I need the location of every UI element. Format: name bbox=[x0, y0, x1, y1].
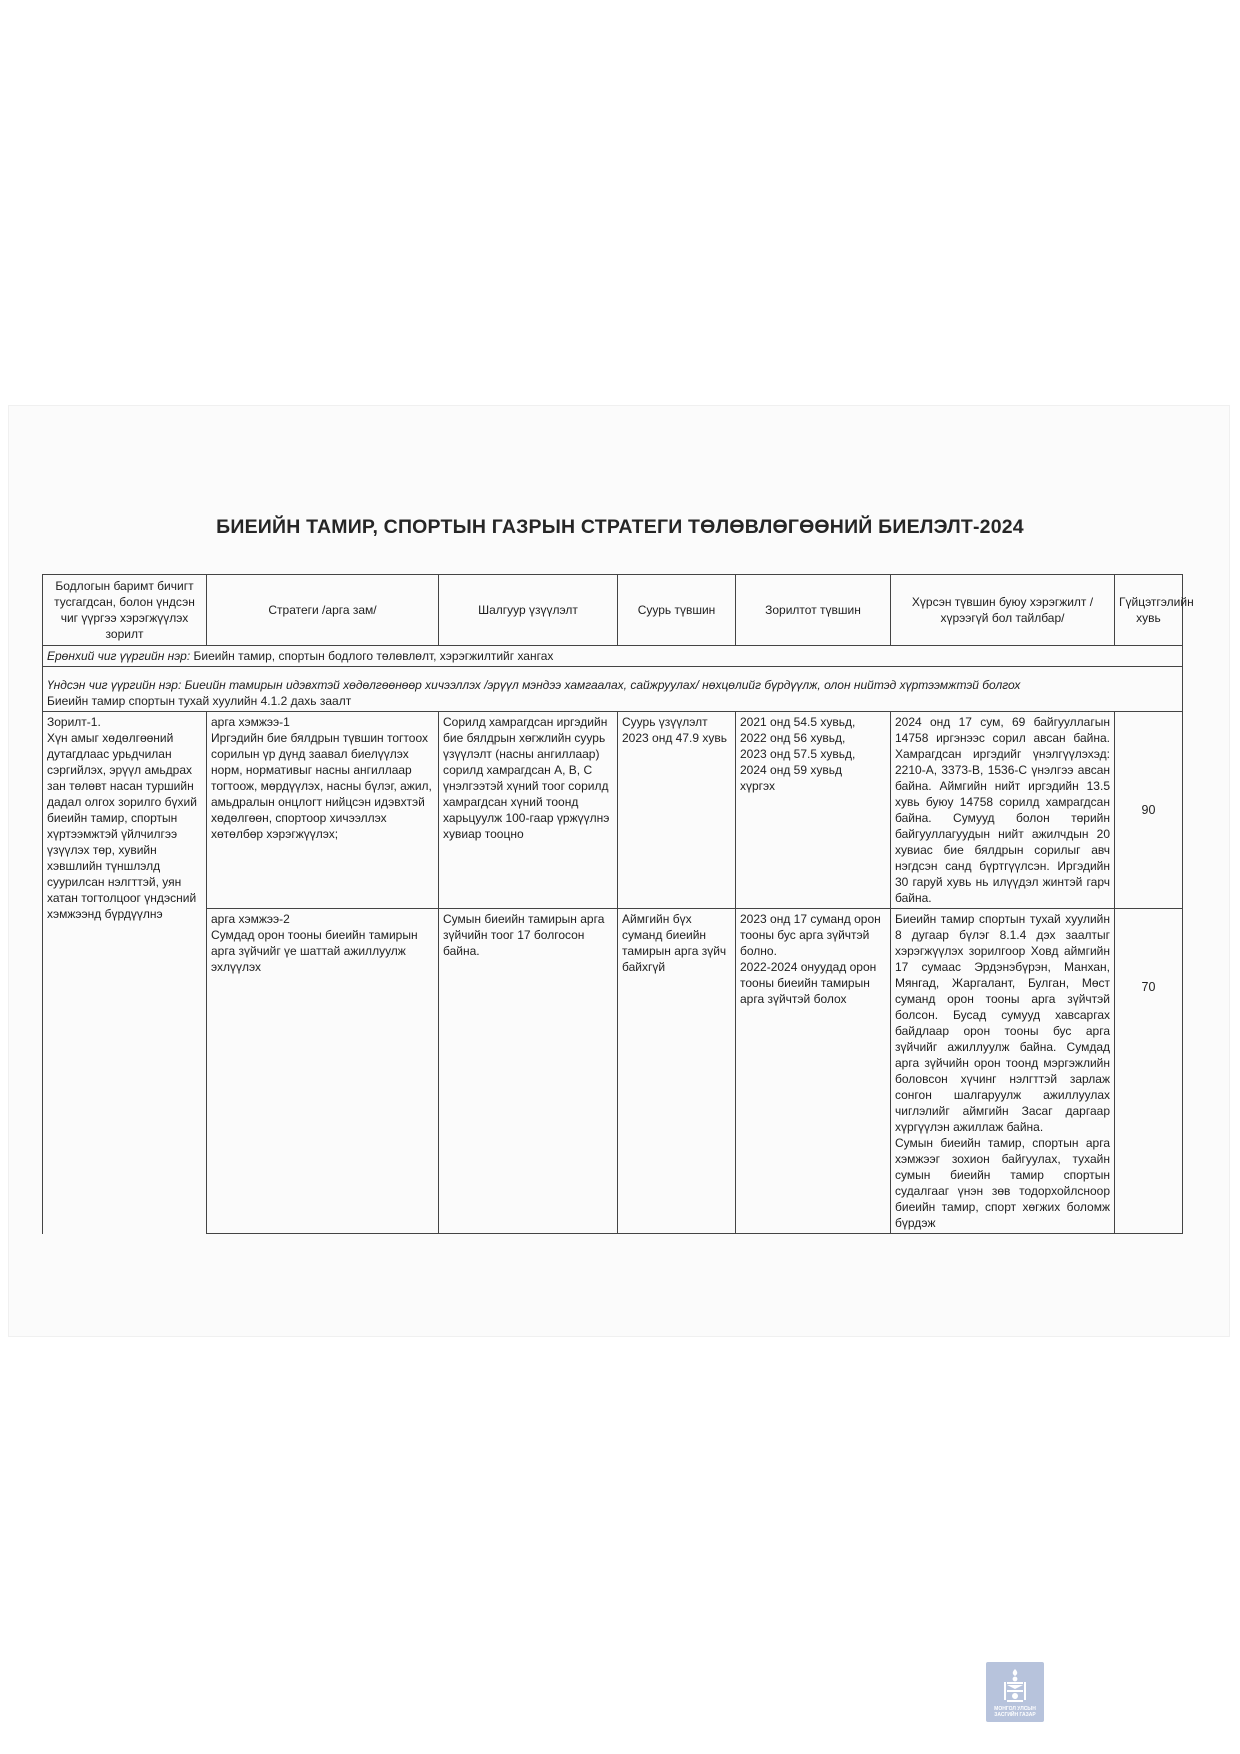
general-function-text: Биеийн тамир, спортын бодлого төлөвлөлт, хэрэгжилтийг хангах bbox=[193, 649, 554, 663]
table-row bbox=[43, 712, 1183, 909]
strategy-plan-table bbox=[42, 574, 1194, 1234]
target-cell: 2021 онд 54.5 хувьд, 2022 онд 56 хувьд, 2023 онд 57.5 хувьд, 2024 онд 59 хувьд хүргэх bbox=[736, 712, 891, 909]
goal-cell bbox=[43, 712, 207, 1234]
percent-cell: 70 bbox=[1115, 909, 1183, 1234]
header-target: Зорилтот түвшин bbox=[736, 575, 891, 646]
header-percent: Гүйцэтгэлийн хувь bbox=[1115, 575, 1183, 646]
header-baseline: Суурь түвшин bbox=[618, 575, 736, 646]
baseline-cell: Аймгийн бүх суманд биеийн тамирын арга зүйч байхгүй bbox=[618, 909, 736, 1234]
indicator-cell: Сорилд хамрагдсан иргэдийн бие бялдрын хөгжлийн суурь үзүүлэлт (насны ангиллаар) сорилд хамрагдсан A, B, C үнэлгээтэй хүний тоог сорилд хамрагдсан хүний тоонд харьцуулж 100-гаар үржүүлнэ хувиар тооцно bbox=[439, 712, 618, 909]
target-cell: 2023 онд 17 суманд орон тооны бус арга зүйчтэй болно. 2022-2024 онуудад орон тооны биеийн тамирын арга зүйчтэй болох bbox=[736, 909, 891, 1234]
general-function-label: Ерөнхий чиг үүргийн нэр: bbox=[47, 649, 191, 663]
table-header-row bbox=[43, 575, 1183, 646]
strategy-text: Иргэдийн бие бялдрын түвшин тогтоох сорилын үр дүнд заавал биелүүлэх норм, нормативыг насны ангиллаар тогтоож, мөрдүүлэх, насны бүлэг, ажил, амьдралын онцлогт нийцсэн идэвхтэй хөдөлгөөн, спортоор хичээллэх хөтөлбөр хэрэгжүүлэх; bbox=[211, 731, 432, 841]
strategy-cell bbox=[207, 909, 439, 1234]
achieved-cell: Биеийн тамир спортын тухай хуулийн 8 дугаар бүлэг 8.1.4 дэх заалтыг хэрэгжүүлэх зорилгоор Ховд аймгийн 17 сумаас Эрдэнэбүрэн, Манхан, Мянгад, Жаргалант, Булган, Мөст суманд орон тооны арга зүйчтэй болсон. Бусад сумууд хавсаргах байдлаар орон тооны бус арга зүйчийг ажиллуулж байна. Сумдад арга зүйчийн орон тоонд мэргэжлийн боловсон хүчинг нэлгттэй зарлаж сонгон шалгаруулж ажиллуулах чиглэлийг аймгийн Засаг даргаар хүргүүлэн ажиллаж байна. Сумын биеийн тамир, спортын арга хэмжээг зохион байгуулах, тухайн сумын биеийн тамир спортын судалгааг үнэн зөв тодорхойлсноор биеийн тамир, спорт хөгжих боломж бүрдэж bbox=[891, 909, 1115, 1234]
logo-text: МОНГОЛ УЛСЫН ЗАСГИЙН ГАЗАР bbox=[994, 1706, 1036, 1718]
header-goal: Бодлогын баримт бичигт тусгагдсан, болон үндсэн чиг үүргээ хэрэгжүүлэх зорилт bbox=[43, 575, 207, 646]
percent-cell: 90 bbox=[1115, 712, 1183, 909]
strategy-title: арга хэмжээ-2 bbox=[211, 912, 290, 926]
baseline-cell: Суурь үзүүлэлт 2023 онд 47.9 хувь bbox=[618, 712, 736, 909]
strategy-title: арга хэмжээ-1 bbox=[211, 715, 290, 729]
indicator-cell: Сумын биеийн тамирын арга зүйчийн тоог 17 болгосон байна. bbox=[439, 909, 618, 1234]
general-function-row bbox=[43, 646, 1183, 667]
soyombo-emblem-icon bbox=[1003, 1668, 1027, 1704]
main-function-row bbox=[43, 667, 1183, 712]
document-title: БИЕИЙН ТАМИР, СПОРТЫН ГАЗРЫН СТРАТЕГИ ТӨЛӨВЛӨГӨӨНИЙ БИЕЛЭЛТ-2024 bbox=[216, 516, 1024, 538]
strategy-text: Сумдад орон тооны биеийн тамирын арга зүйчийг үе шаттай ажиллуулж эхлүүлэх bbox=[211, 928, 418, 974]
government-logo bbox=[986, 1662, 1044, 1722]
header-indicator: Шалгуур үзүүлэлт bbox=[439, 575, 618, 646]
law-reference: Биеийн тамир спортын тухай хуулийн 4.1.2 дахь заалт bbox=[47, 694, 352, 708]
strategy-cell bbox=[207, 712, 439, 909]
goal-title: Зорилт-1. bbox=[47, 715, 101, 729]
main-function-text: Биеийн тамирын идэвхтэй хөдөлгөөнөөр хичээллэх /эрүүл мэндээ хамгаалах, сайжруулах/ нөхцөлийг бүрдүүлж, олон нийтэд хүртээмжтэй болгох bbox=[184, 678, 1021, 692]
header-strategy: Стратеги /арга зам/ bbox=[207, 575, 439, 646]
achieved-cell: 2024 онд 17 сум, 69 байгууллагын 14758 иргэнээс сорил авсан байна. Хамрагдсан иргэдийг үнэлгүүлэхэд: 2210-A, 3373-B, 1536-C үнэлгээ авсан байна. Аймгийн нийт иргэдийн 13.5 хувь буюу 14758 сорилд хамрагдсан байна. Сумууд болон төрийн байгууллагуудын нийт ажилчдын 20 хувиас бие бялдрын сорилыг авч нэгдсэн санд бүртгүүлсэн. Иргэдийн 30 гаруй хувь нь илүүдэл жинтэй гарч байна. bbox=[891, 712, 1115, 909]
header-achieved: Хүрсэн түвшин буюу хэрэгжилт /хүрээгүй бол тайлбар/ bbox=[891, 575, 1115, 646]
table-row bbox=[43, 909, 1183, 1234]
main-function-label: Үндсэн чиг үүргийн нэр: bbox=[47, 678, 182, 692]
goal-text: Хүн амыг хөдөлгөөний дутагдлаас урьдчилан сэргийлэх, эрүүл амьдрах зан төлөвт насан туршийн дадал олгох зорилго бүхий биеийн тамир, спортын хүртээмжтэй үйлчилгээ үзүүлэх төр, хувийн хэвшлийн түншлэлд суурилсан нэлгттэй, уян хатан тогтолцоог үндэсний хэмжээнд бүрдүүлнэ bbox=[47, 731, 197, 921]
